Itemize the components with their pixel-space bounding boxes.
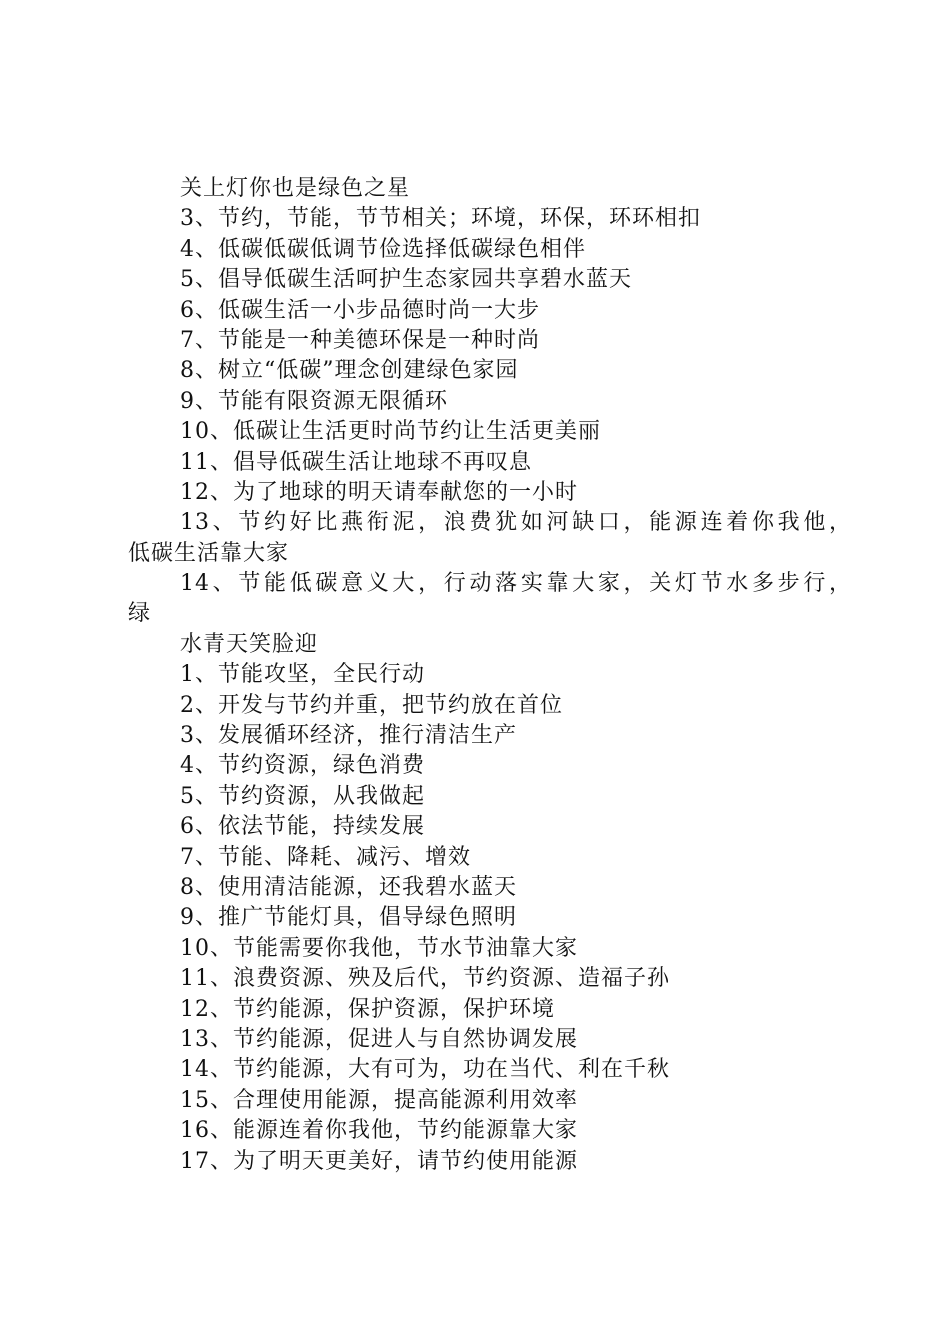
text-line: 9、推广节能灯具，倡导绿色照明 — [180, 905, 517, 931]
text-line: 11、倡导低碳生活让地球不再叹息 — [180, 449, 532, 475]
text-line: 8、树立“低碳”理念创建绿色家园 — [180, 358, 519, 384]
text-line: 13、节约好比燕衔泥，浪费犹如河缺口，能源连着你我他， — [180, 510, 852, 536]
text-line: 4、节约资源，绿色消费 — [180, 753, 425, 779]
text-line: 17、为了明天更美好，请节约使用能源 — [180, 1148, 578, 1174]
text-line: 11、浪费资源、殃及后代，节约资源、造福子孙 — [180, 966, 670, 992]
text-line: 9、节能有限资源无限循环 — [180, 388, 448, 414]
text-line: 绿 — [128, 601, 152, 627]
text-line: 6、依法节能，持续发展 — [180, 814, 425, 840]
text-line: 14、节约能源，大有可为，功在当代、利在千秋 — [180, 1057, 670, 1083]
text-line: 13、节约能源，促进人与自然协调发展 — [180, 1026, 578, 1052]
text-line: 7、节能是一种美德环保是一种时尚 — [180, 327, 540, 353]
text-line: 12、节约能源，保护资源，保护环境 — [180, 996, 555, 1022]
text-line: 16、能源连着你我他，节约能源靠大家 — [180, 1118, 578, 1144]
text-line: 5、节约资源，从我做起 — [180, 783, 425, 809]
text-line: 14、节能低碳意义大，行动落实靠大家，关灯节水多步行， — [180, 571, 852, 597]
text-line: 3、节约，节能，节节相关；环境，环保，环环相扣 — [180, 206, 701, 232]
text-line: 12、为了地球的明天请奉献您的一小时 — [180, 479, 578, 505]
text-line: 4、低碳低碳低调节俭选择低碳绿色相伴 — [180, 236, 586, 262]
text-line: 3、发展循环经济，推行清洁生产 — [180, 723, 517, 749]
text-line: 7、节能、降耗、减污、增效 — [180, 844, 471, 870]
text-line: 6、低碳生活一小步品德时尚一大步 — [180, 297, 540, 323]
text-line: 8、使用清洁能源，还我碧水蓝天 — [180, 874, 517, 900]
text-line: 1、节能攻坚，全民行动 — [180, 662, 425, 688]
document-body — [128, 174, 852, 1177]
text-line: 低碳生活靠大家 — [128, 540, 290, 566]
text-line: 关上灯你也是绿色之星 — [180, 176, 411, 201]
text-line: 15、合理使用能源，提高能源利用效率 — [180, 1087, 578, 1113]
text-line: 2、开发与节约并重，把节约放在首位 — [180, 692, 563, 718]
text-line: 5、倡导低碳生活呵护生态家园共享碧水蓝天 — [180, 267, 632, 293]
text-line: 10、低碳让生活更时尚节约让生活更美丽 — [180, 419, 601, 445]
text-line: 水青天笑脸迎 — [180, 631, 319, 657]
text-line: 10、节能需要你我他，节水节油靠大家 — [180, 935, 578, 961]
